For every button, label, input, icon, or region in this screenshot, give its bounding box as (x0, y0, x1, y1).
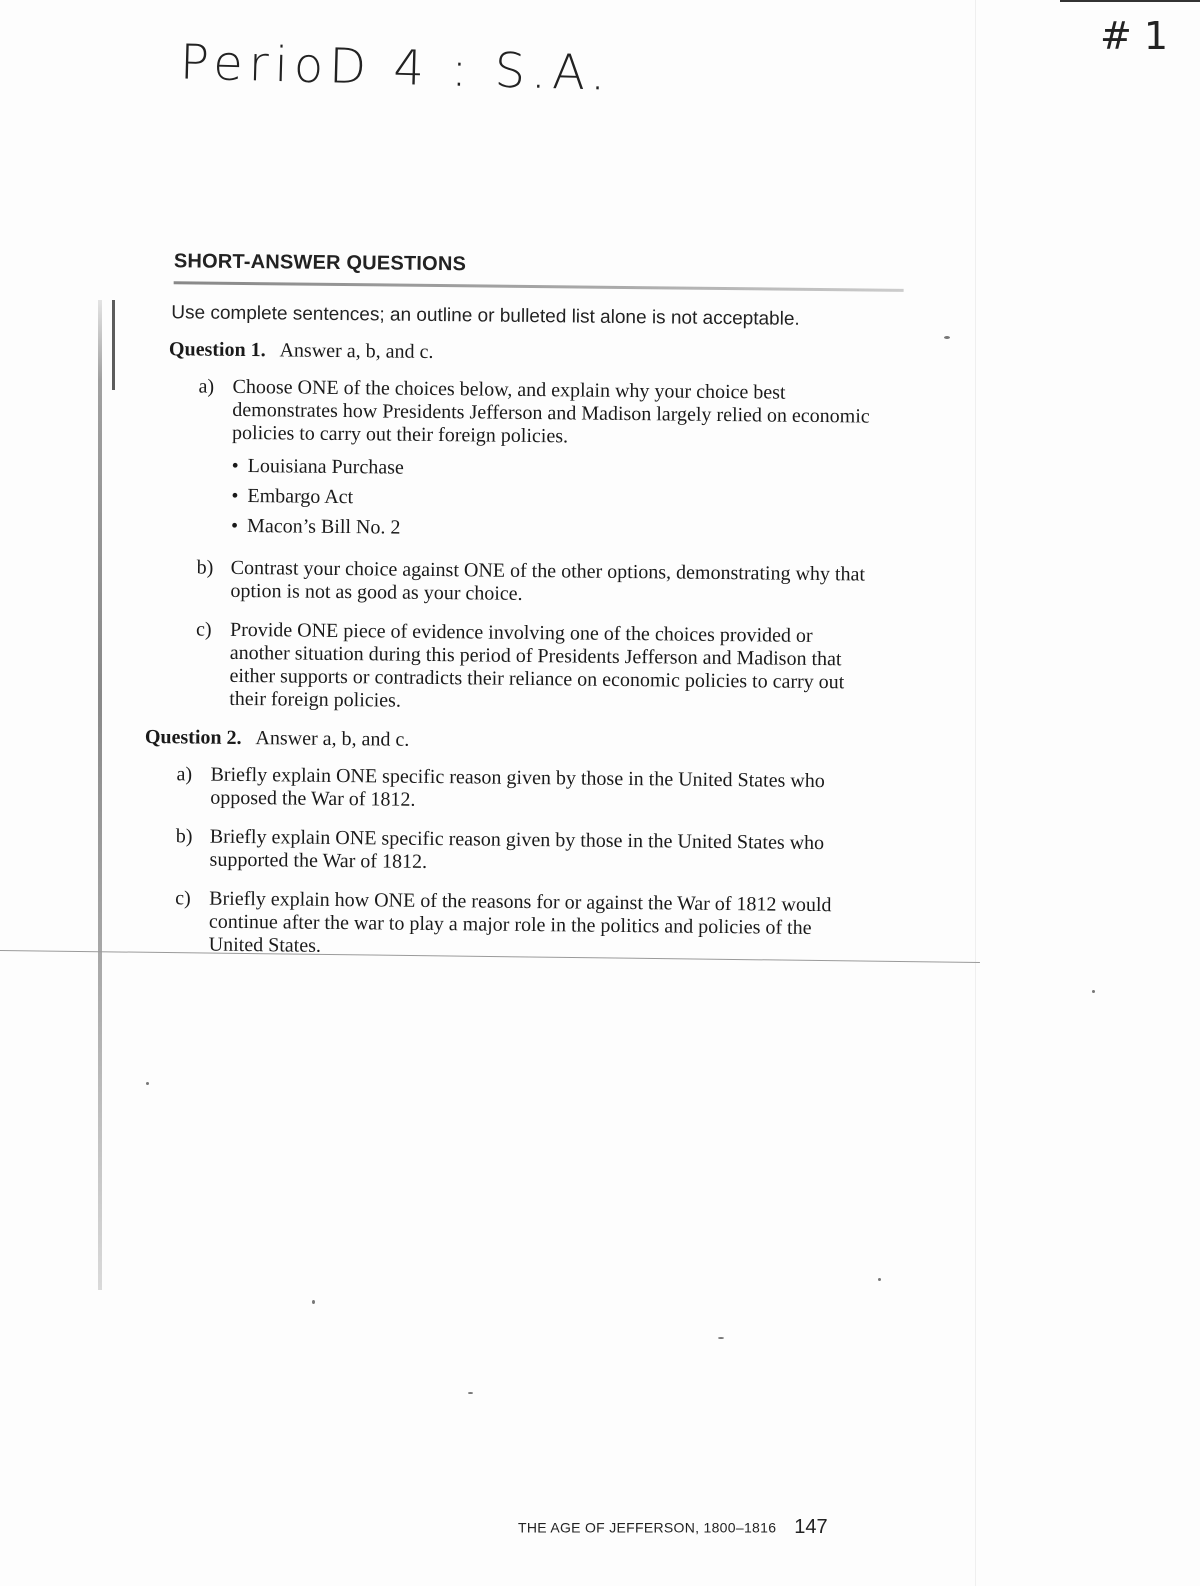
question-2-prompt: Answer a, b, and c. (255, 727, 410, 751)
scan-speck (146, 1082, 149, 1085)
scan-edge-mark (112, 300, 115, 390)
question-1-prompt: Answer a, b, and c. (279, 339, 434, 363)
question-2-item-c (123, 887, 904, 964)
scan-fold-line (975, 0, 976, 1586)
item-text: Contrast your choice against ONE of the other options, demonstrating why that option is not as good as your choice. (230, 556, 866, 605)
question-1 (145, 338, 909, 718)
question-1-item-b (146, 556, 906, 610)
scan-speck (718, 1337, 724, 1339)
question-2-item-b (123, 825, 903, 879)
worksheet-content (142, 250, 910, 980)
item-text: Choose ONE of the choices below, and explain why your choice best demonstrates how Presidents Jefferson and Madison largely relied on economic policies to carry out their foreign policies. (231, 375, 870, 448)
heading-rule (174, 281, 904, 292)
scan-speck (878, 1278, 881, 1281)
item-letter: b) (175, 825, 193, 848)
bullet-icon: • (231, 454, 239, 477)
item-text: Briefly explain how ONE of the reasons for or against the War of 1812 would continue after the war to play a major role in the politics and policies of the United States. (208, 887, 832, 957)
scan-speck (468, 1392, 473, 1394)
instructions-text: Use complete sentences; an outline or bulleted list alone is not acceptable. (171, 302, 800, 330)
choice-item: • Macon’s Bill No. 2 (231, 511, 871, 548)
section-heading: SHORT-ANSWER QUESTIONS (173, 250, 467, 276)
item-letter: b) (196, 556, 214, 579)
choice-item: • Embargo Act (231, 481, 871, 518)
item-letter: c) (175, 887, 191, 910)
question-1-items (145, 375, 908, 718)
scan-speck (1092, 990, 1095, 993)
handwritten-number: # 1 (1100, 14, 1169, 58)
scan-speck (944, 336, 950, 339)
question-1-item-c (145, 618, 906, 718)
scan-edge-shadow (98, 300, 102, 1290)
question-1-header (169, 338, 909, 369)
question-2-label: Question 2. (144, 725, 242, 749)
question-2-items (123, 763, 905, 964)
choice-list (231, 451, 872, 548)
question-2-header (145, 726, 905, 757)
item-text: Provide ONE piece of evidence involving one of the choices provided or another situation during this period of Presidents Jefferson and Madison that either supports or contradicts their reliance on economic policies to carry out their foreign policies. (229, 618, 845, 712)
page-number: 147 (794, 1516, 828, 1538)
page-footer (518, 1516, 828, 1539)
question-2 (123, 726, 905, 964)
item-letter: a) (176, 763, 193, 786)
choice-item: • Louisiana Purchase (232, 451, 872, 488)
question-1-item-a (147, 375, 909, 548)
handwritten-title: PerioD 4 : S.A. (179, 34, 613, 102)
scan-speck (312, 1300, 315, 1304)
scan-corner-mark (1060, 0, 1200, 2)
item-letter: c) (195, 618, 212, 641)
item-letter: a) (198, 375, 215, 398)
question-2-item-a (124, 763, 904, 817)
bullet-icon: • (231, 514, 239, 537)
item-text: Briefly explain ONE specific reason given by those in the United States who supported the War of 1812. (209, 825, 825, 873)
item-text: Briefly explain ONE specific reason given by those in the United States who opposed the War of 1812. (210, 763, 825, 811)
footer-title: THE AGE OF JEFFERSON, 1800–1816 (518, 1519, 777, 1536)
question-1-label: Question 1. (168, 338, 266, 362)
bullet-icon: • (231, 484, 239, 507)
